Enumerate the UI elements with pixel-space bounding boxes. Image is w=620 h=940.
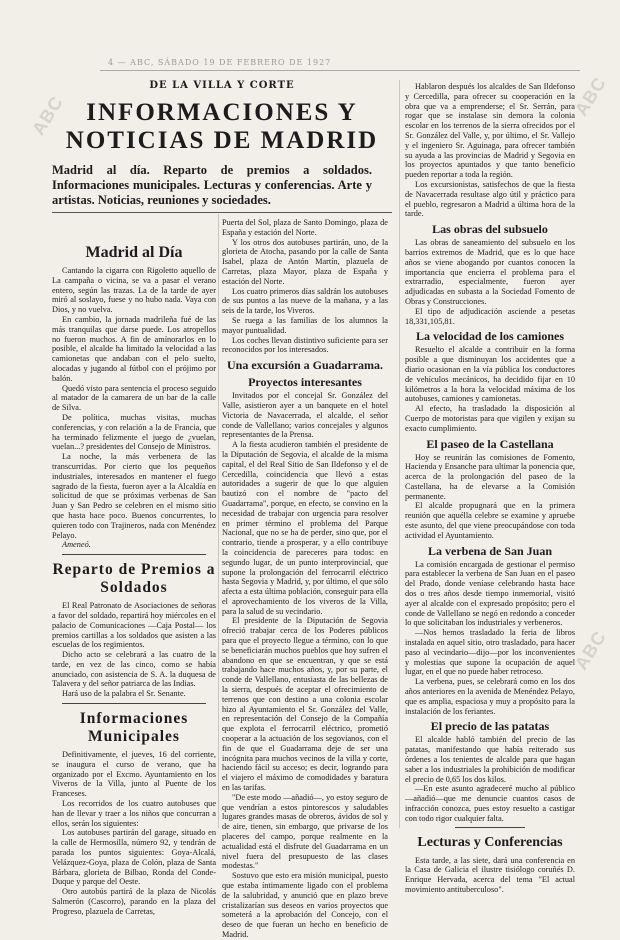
section-label: DE LA VILLA Y CORTE xyxy=(149,80,295,91)
paragraph: Esta tarde, a las siete, dará una conferencia en la Casa de Galicia el ilustre tisiólogo coruñés D. Enrique Hervada, acerca del tema "El actual movimiento antituberculoso". xyxy=(405,855,575,894)
watermark-left: ABC xyxy=(28,92,68,139)
column-divider-1 xyxy=(218,214,219,828)
paragraph: Y los otros dos autobuses partirán, uno, de la glorieta de Atocha, pasando por la calle de Santa Isabel, plaza de Antón Martín, plazuela de Carretas, plaza Mayor, plaza de España y estación del Norte. xyxy=(222,237,388,286)
paragraph: Al efecto, ha trasladado la disposición al Cuerpo de motoristas para que vigilen y exijan su exacto cumplimiento. xyxy=(405,404,575,433)
paragraph: Los autobuses partirán del garage, situado en la calle de Hermosilla, número 92, y tendrán de parada los puntos siguientes: Goya-Alcalá, Velázquez-Goya, plaza de Colón, plaza de Santa Bárbara, glorieta de Bilbao, Ronda del Conde-Duque y parque del Oeste. xyxy=(52,828,216,887)
divider xyxy=(455,827,525,828)
paragraph: —Nos hemos trasladado la feria de libros instalada en aquel sitio, otro trasladado, para hacer paso al vecindario—dijo—por los inconvenientes y molestias que supone la ocupación de aquel lugar, en el que no puede haber retroceso. xyxy=(405,628,575,677)
main-title: INFORMACIONES Y NOTICIAS DE MADRID xyxy=(65,99,379,154)
heading-patatas: El precio de las patatas xyxy=(430,719,550,734)
paragraph: A la fiesta acudieron también el presidente de la Diputación de Segovia, el alcalde de la misma capital, el del Real Sitio de San Ildefonso y el de Cercedilla, coincidencia que llevó a estas autoridades a sugerir de que lo que alguien bautizó con el nombre de "pacto del Guadarrama", porque, en efecto, se convino en la necesidad de trabajar con urgencia para resolver en primer término el problema del Parque Nacional, que no se ha de perder, sino que, por el contrario, tiende a prosperar, y a ello contribuye la coincidencia de pareceres para todos: en segundo lugar, de un punto interprovincial, que supone la prolongación del ferrocarril eléctrico hasta Segovia y Madrid, y, por último, el que sólo afecta a esta última población, conseguir para ella el aprovechamiento de los viveros de la Villa, para la salud de su vecindario. xyxy=(222,440,388,616)
watermark-bottom: ABC xyxy=(570,627,611,674)
paragraph: El tipo de adjudicación asciende a pesetas 18,331,105,81. xyxy=(405,306,575,326)
heading-informaciones-municipales: Informaciones Municipales xyxy=(79,710,189,746)
divider xyxy=(62,554,206,555)
paragraph: Hablaron después los alcaldes de San Ildefonso y Cercedilla, para ofrecer su cooperación en la obra que va a emprenderse; el Sr. Serrán, para rogar que se instalase sin demora la colonia escolar en los terrenos de la sierra ofrecidos por el Sr. González del Valle, y, por último, el Sr. Vallejo y el ingeniero Sr. Aguinaga, para ofrecer también su ayuda a las provincias de Madrid y Segovia en los proyectos apuntados y que tanto beneficio pueden reportar a toda la región. xyxy=(405,82,575,180)
signature: Ameneó. xyxy=(62,540,91,550)
heading-castellana: El paseo de la Castellana xyxy=(426,436,554,451)
paragraph: Dicho acto se celebrará a las cuatro de la tarde, en vez de las cinco, como se había anunciado, con asistencia de S. A. la duquesa de Talavera y del señor patriarca de las Indias. xyxy=(52,650,216,689)
paragraph: Resuelto el alcalde a contribuir en la forma posible a que disminuyan los accidentes que a diario ocasionan en la vía pública los conductores de vehículos mecánicos, ha decidido fijar en 10 kilómetros a la hora la velocidad máxima de los autobuses, camiones y camionetas. xyxy=(405,345,575,404)
paragraph: Invitados por el concejal Sr. González del Valle, asistieron ayer a un banquete en el hotel Victoria de Navacerrada, el alcalde, el señor conde de Vallellano; varios concejales y algunos representantes de la Prensa. xyxy=(222,391,388,440)
heading-subsuelo: Las obras del subsuelo xyxy=(432,222,548,237)
paragraph: Cantando la cigarra con Rigoletto aquello de La campaña o vicina, se va a pasar el verano entero, según las trazas. La de la tarde de ayer miró al soslayo, fuese y no hubo nada. Vaya con Dios, y no vuelva. xyxy=(52,266,216,315)
paragraph: El Real Patronato de Asociaciones de señoras a favor del soldado, repartirá hoy miércoles en el palacio de Comunicaciones —Caja Postal— los premios cartillas a los soldados que asisten a las escuelas de los regimientos. xyxy=(52,601,216,650)
column-2 xyxy=(222,218,388,940)
watermark-right: ABC xyxy=(570,73,611,120)
paragraph: En cambio, la jornada madrileña fué de las más tranquilas que darse puede. Los atropellos no fueron muchos. A fin de amínorarlos en lo posible, el alcalde ha limitado la velocidad a las camionetas que andaban con el pelo suelto, alocadas y jugando al fútbol con el prójimo por balón. xyxy=(52,314,216,383)
heading-reparto: Reparto de Premios a Soldados xyxy=(52,561,216,597)
column-1 xyxy=(52,238,216,917)
paragraph: Quedó visto para sentencia el proceso seguido al matador de la camarera de un bar de la calle de Silva. xyxy=(52,383,216,413)
paragraph: Hará uso de la palabra el Sr. Senante. xyxy=(62,689,186,699)
heading-proyectos: Proyectos interesantes xyxy=(248,375,362,390)
paragraph: Definitivamente, el jueves, 16 del corriente, se inaugura el curso de verano, que ha organizado por el Excmo. Ayuntamiento en los Viveros de la Villa, junto al Puente de los Franceses. xyxy=(52,750,216,799)
column-divider-2 xyxy=(399,80,400,828)
paragraph: Puerta del Sol, plaza de Santo Domingo, plaza de España y estación del Norte. xyxy=(222,218,388,237)
heading-lecturas: Lecturas y Conferencias xyxy=(417,834,563,850)
paragraph: Se ruega a las familias de los alumnos la mayor puntualidad. xyxy=(222,315,388,335)
paragraph: Hoy se reunirán las comisiones de Fomento, Hacienda y Ensanche para ultimar la ponencia que, acerca de la prolongación del paseo de la Castellana, ha de elevarse a la Comisión permanente. xyxy=(405,452,576,501)
paragraph: La noche, la más verbenera de las transcurridas. Por cierto que los pequeños industriales, interesados en mantener el fuego sagrado de la fiesta, fueron ayer a la Alcaldía en solicitud de que se próximas verbenas de San Juan y San Pedro se celebren en el mismo sitio que hasta hace poco. Buenos concurrentes, lo quieren todo con Trajineros, nada con Menéndez Pelayo. xyxy=(52,452,216,540)
paragraph: Los recorridos de los cuatro autobuses que han de llevar y traer a los niños que concurran a ellos, serán los siguientes: xyxy=(52,799,216,828)
paragraph: El presidente de la Diputación de Segovia ofreció trabajar cerca de los Poderes públicos para que el proyecto llegue a término, con lo que se beneficiarán muchos pueblos que hoy sufren el abandono en que se encuentran, y que se está trabajando hace muchos años, y, por su parte, el conde de Vallellano, entusiasta de las bellezas de la sierra, después de aceptar el ofrecimiento de terrenos que con destino a una colonia escolar hizo al Ayuntamiento el Sr. González del Valle, en representación del Consejo de la Compañía que explota el ferrocarril eléctrico, prometió cooperar a la actuación de los segovianos, con el fin de que el Guadarrama deje de ser una incógnita para muchos vecinos de la villa y corte, haciendo fácil su acceso; es decir, logrando para el viajero el máximo de comodidades y baratura en las tarifas. xyxy=(222,616,388,793)
heading-camiones: La velocidad de los camiones xyxy=(415,329,564,344)
paragraph: Los excursionistas, satisfechos de que la fiesta de Navacerrada resultase algo útil y práctico para el pueblo, regresaron a Madrid a última hora de la tarde. xyxy=(405,179,575,219)
headline-block xyxy=(52,74,392,208)
headline-divider xyxy=(52,212,392,213)
paragraph: La verbena, pues, se celebrará como en los dos años anteriores en la avenida de Menéndez Pelayo, que es amplia, espaciosa y muy a propósito para la instalación de los feriantes. xyxy=(405,677,575,716)
paragraph: —En este asunto agradeceré mucho al público—añadió—que me denuncie cuantos casos de infracción conozca, pues estoy resuelto a castigar con todo rigor cualquier falta. xyxy=(405,784,575,823)
divider xyxy=(62,703,206,704)
heading-excursion: Una excursión a Guadarrama. xyxy=(227,358,383,373)
paragraph: Las obras de saneamiento del subsuelo en los barrios extremos de Madrid, que es lo que hace años se viene abogando por cuantos conocen la importancia que encierra el problema para el extrarradio, especialmente, fueron ayer adjudicadas en subasta a la Sociedad Fomento de Obras y Construcciones. xyxy=(405,238,575,306)
column-3 xyxy=(405,82,575,895)
paragraph: "De este modo —añadió—, yo estoy seguro de que vendrían a estos pintorescos y saludables lugares grandes masas de obreros, ávidos de sol y de aire, tienen, sin embargo, que privarse de los placeres del campo, porque realmente en la actualidad está el disfrute del Guadarrama en un nivel fuera del presupuesto de las clases modestas." xyxy=(222,792,388,871)
running-head xyxy=(0,58,620,72)
running-head-date: 4 — ABC, SÁBADO 19 DE FEBRERO DE 1927 xyxy=(108,58,332,67)
paragraph: La comisión encargada de gestionar el permiso para establecer la verbena de San Juan en el paseo del Prado, donde veníase celebrando hasta hace dos o tres años desde tiempo inmemorial, visitó ayer al alcalde con el expresado propósito; pero el conde de Vallellano se negó en redondo a conceder lo que solicitaban los industriales y verbeneros. xyxy=(405,559,575,628)
paragraph: Otro autobús partirá de la plaza de Nicolás Salmerón (Cascorro), parando en la plaza del Progreso, plazuela de Carretas, xyxy=(52,887,216,916)
summary: Madrid al día. Reparto de premios a soldados. Informaciones municipales. Lecturas y conferencias. Arte y artistas. Noticias, reuniones y sociedades. xyxy=(52,163,372,207)
paragraph: El alcalde propugnará que en la primera reunión que aquélla celebre se examine y apruebe este asunto, del que viene preocupándose con toda actividad el Ayuntamiento. xyxy=(405,501,575,540)
running-head-rule xyxy=(100,70,580,71)
heading-verbena: La verbena de San Juan xyxy=(427,543,553,558)
paragraph: Sostuvo que esto era misión municipal, puesto que estaba íntimamente ligado con el problema de la salubridad, y anunció que en plazo breve cristalizarían sus deseos en varios proyectos que someterá a la aprobación del Concejo, con el deseo de que fueran un hecho en beneficio de Madrid. xyxy=(222,871,388,939)
paragraph: Los cuatro primeros días saldrán los autobuses de sus puntos a las nueve de la mañana, y a las seis de la tarde, los Viveros. xyxy=(222,286,388,316)
paragraph: De política, muchas visitas, muchas conferencias, y con relación a la de Francia, que ha terminado felizmente el juego de ¿vuelan, vuelan...? presidentes del Consejo de Ministros. xyxy=(52,412,216,452)
heading-madrid-al-dia: Madrid al Día xyxy=(85,244,183,261)
paragraph: El alcalde habló también del precio de las patatas, manifestando que había reiterado sus órdenes a los tenientes de alcalde para que hagan saber a los industriales la prohibición de modificar el precio de 0,65 los dos kilos. xyxy=(405,735,575,784)
paragraph: Los coches llevan distintivo suficiente para ser reconocidos por los interesados. xyxy=(222,335,388,355)
